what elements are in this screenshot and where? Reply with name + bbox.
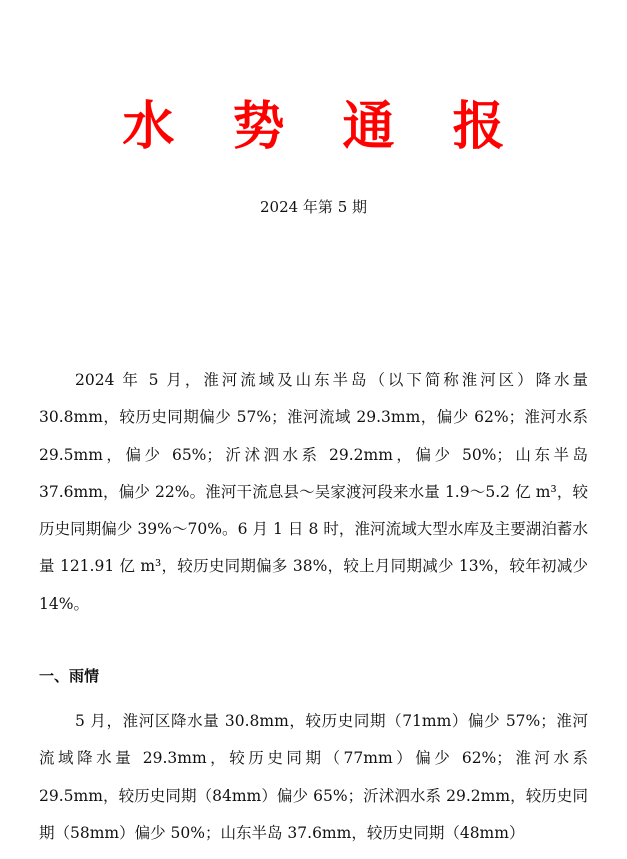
- section-body-rainfall: 5 月，淮河区降水量 30.8mm，较历史同期（71mm）偏少 57%；淮河流域降水量 29.3mm，较历史同期（77mm）偏少 62%；淮河水系 29.5mm，较历史同期（84mm）偏少 65%；沂沭泗水系 29.2mm，较历史同期（58mm）偏少 50%；山东半岛 37.6mm，较历史同期（48mm）: [39, 712, 588, 842]
- section-heading-rainfall: 一、雨情: [39, 667, 100, 685]
- issue-number: 2024 年第 5 期: [259, 198, 368, 216]
- document-title: 水 势 通 报: [122, 97, 525, 157]
- summary-paragraph: 2024 年 5 月，淮河流域及山东半岛（以下简称淮河区）降水量 30.8mm，较历史同期偏少 57%；淮河流域 29.3mm，偏少 62%；淮河水系 29.5mm，偏少 65%；沂沭泗水系 29.2mm，偏少 50%；山东半岛 37.6mm，偏少 22%。淮河干流息县～吴家渡河段来水量 1.9～5.2 亿 m³，较历史同期偏少 39%～70%。6 月 1 日 8 时，淮河流域大型水库及主要湖泊蓄水量 121.91 亿 m³，较历史同期偏多 38%，较上月同期减少 13%，较年初减少 14%。: [39, 371, 588, 613]
